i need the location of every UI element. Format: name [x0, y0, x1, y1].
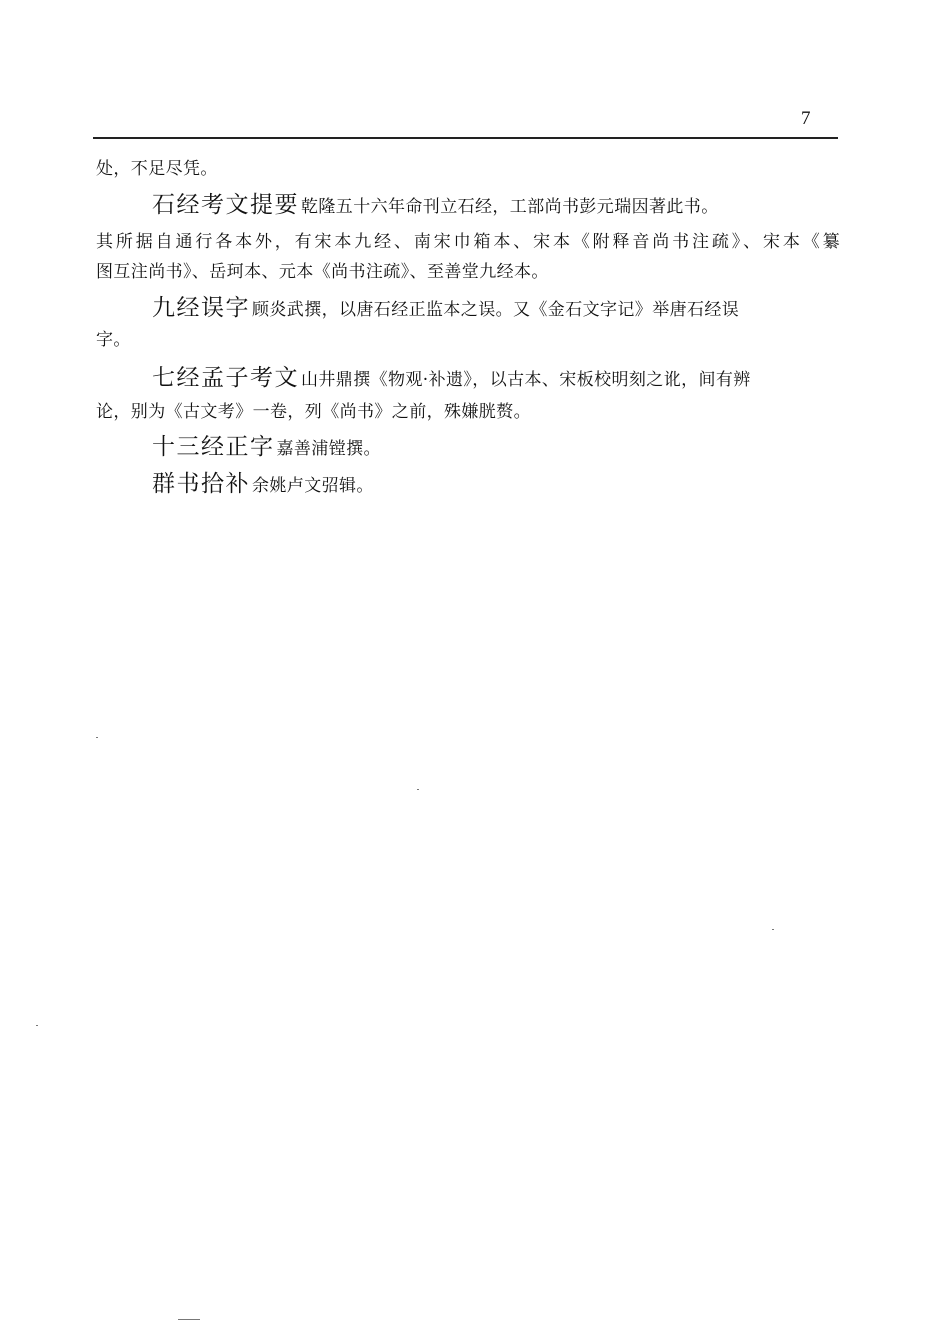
entry-text: 字。 [96, 330, 131, 350]
entry-text: 山井鼎撰《物观·补遗》，以古本、宋板校明刻之讹，间有辨 [301, 370, 751, 390]
entry-text: 嘉善浦镗撰。 [276, 439, 381, 459]
scan-speck [772, 929, 774, 930]
continuation-line [96, 158, 218, 180]
line-text: 处，不足尽凭。 [96, 159, 218, 179]
entry-title: 群书拾补 [152, 471, 250, 497]
entry-text: 余姚卢文弨辑。 [252, 476, 374, 496]
entry-text: 乾隆五十六年命刊立石经，工部尚书彭元瑞因著此书。 [301, 197, 719, 217]
entry-first-line [152, 473, 374, 497]
scan-speck [96, 737, 98, 738]
scan-speck [178, 1319, 200, 1320]
entry-first-line [152, 194, 840, 218]
entry-text: 论，别为《古文考》一卷，列《尚书》之前，殊嫌胱赘。 [96, 402, 531, 422]
entry-text: 其所据自通行各本外，有宋本九经、南宋巾箱本、宋本《附释音尚书注疏》、宋本《纂 [96, 232, 840, 252]
entry-first-line [152, 436, 381, 460]
entry-text: 图互注尚书》、岳珂本、元本《尚书注疏》、至善堂九经本。 [96, 262, 549, 282]
entry-line [96, 329, 131, 351]
entry-title: 十三经正字 [152, 434, 275, 460]
page-number: 7 [801, 108, 811, 129]
header-rule [93, 137, 838, 139]
entry-first-line [152, 297, 840, 321]
entry-title: 石经考文提要 [152, 192, 299, 218]
entry-line [96, 401, 531, 423]
entry-title: 七经孟子考文 [152, 365, 299, 391]
entry-title: 九经误字 [152, 295, 250, 321]
entry-first-line [152, 367, 840, 391]
entry-line [96, 261, 549, 283]
entry-text: 顾炎武撰，以唐石经正监本之误。又《金石文字记》举唐石经误 [252, 300, 740, 320]
scan-speck [36, 1025, 38, 1026]
scan-speck [417, 789, 419, 790]
entry-line [96, 231, 840, 253]
